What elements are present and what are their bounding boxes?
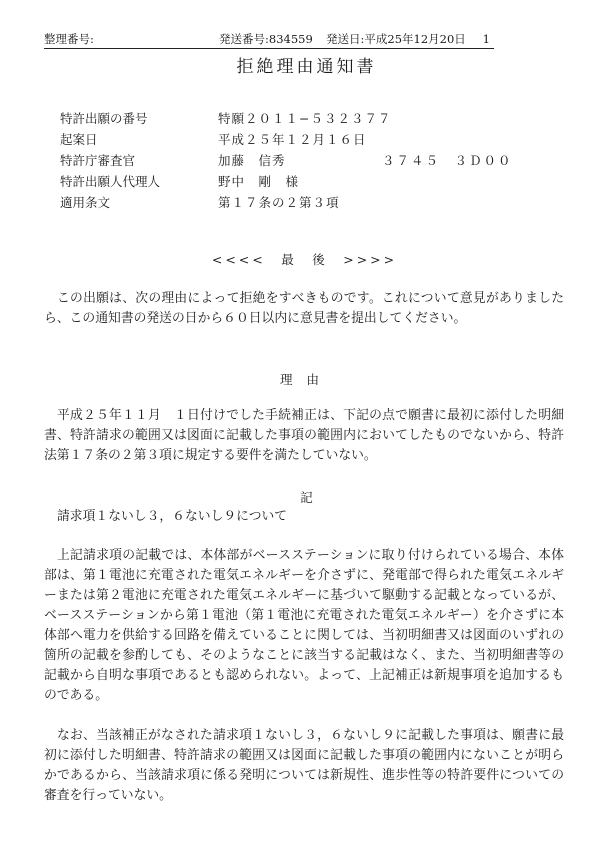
info-value: 野中 剛 様: [218, 174, 300, 189]
note-heading: 記: [300, 490, 313, 505]
info-label: 特許出願の番号: [60, 111, 148, 126]
document-title: 拒絶理由通知書: [236, 57, 377, 77]
info-label: 特許庁審査官: [60, 153, 136, 168]
info-row-draft-date: [60, 129, 580, 150]
info-label: 起案日: [60, 132, 98, 147]
document-header: [44, 32, 494, 49]
application-info-table: [60, 108, 580, 213]
reason-heading: 理由: [279, 372, 333, 387]
info-value: 第１７条の２第３項: [218, 195, 340, 210]
info-row-applicable-article: [60, 192, 580, 213]
reference-number-label: 整理番号:: [44, 32, 94, 46]
send-date: 発送日:平成25年12月20日: [326, 32, 466, 46]
info-label: 特許出願人代理人: [60, 174, 161, 189]
send-number: 発送番号:834559: [219, 32, 313, 46]
info-value: 特願２０１１−５３２３７７: [218, 111, 392, 126]
detail-paragraph-2: なお、当該補正がなされた請求項１ないし３，６ないし９に記載した事項は、願書に最初に添付した明細書、特許請求の範囲又は図面に記載した事項の範囲内にないことが明らかであるから、当該請求項に係る発明については新規性、進歩性等の特許要件についての審査を行っていない。: [44, 728, 564, 803]
info-value: 平成２５年１２月１６日: [218, 132, 367, 147]
final-notice-marker: <<<< 最 後 >>>>: [211, 252, 398, 267]
info-row-examiner: [60, 150, 580, 171]
detail-paragraph-1: 上記請求項の記載では、本体部がベースステーションに取り付けられている場合、本体部は、第１電池に充電された電気エネルギーを介さずに、発電部で得られた電気エネルギーまたは第２電池に充電された電気エネルギーに基づいて駆動する記載となっているが、ベースステーションから第１電池（第１電池に充電された電気エネルギー）を介さずに本体部へ電力を供給する回路を備えていることに関しては、当初明細書又は図面のいずれの箇所の記載を参酌しても、そのようなことに該当する記載はなく、また、当初明細書等の記載から自明な事項であるとも認められない。よって、上記補正は新規事項を追加するものである。: [44, 548, 564, 703]
intro-paragraph: この出願は、次の理由によって拒絶をすべきものです。これについて意見がありましたら、この通知書の発送の日から６０日以内に意見書を提出してください。: [44, 291, 564, 326]
info-row-application-number: [60, 108, 580, 129]
claims-line: 請求項１ないし３，６ないし９について: [57, 509, 288, 524]
info-value: 加藤 信秀: [218, 153, 286, 168]
examiner-code: ３７４５ ３Ｄ００: [382, 153, 513, 168]
info-label: 適用条文: [60, 195, 111, 210]
info-row-agent: [60, 171, 580, 192]
reason-paragraph: 平成２５年１１月 １日付けでした手続補正は、下記の点で願書に最初に添付した明細書、特許請求の範囲又は図面に記載した事項の範囲内においてしたものでないから、特許法第１７条の２第３項に規定する要件を満たしていない。: [44, 408, 564, 463]
page-number: 1: [482, 32, 490, 46]
